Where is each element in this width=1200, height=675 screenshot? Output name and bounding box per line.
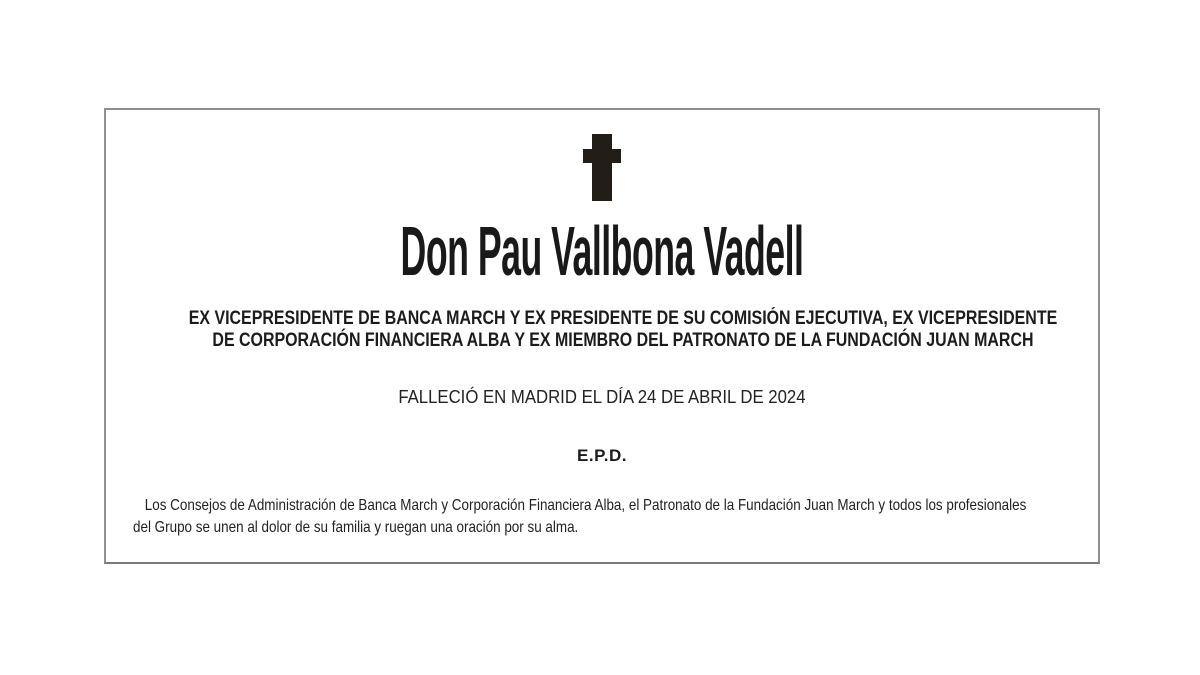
titles-block <box>189 308 1058 352</box>
death-notice-section <box>106 387 1098 408</box>
condolence-line-1: Los Consejos de Administración de Banca March y Corporación Financiera Alba, el Patronato de la Fundación Juan March y todos los profesionales <box>144 497 1027 514</box>
titles-section <box>106 308 1098 352</box>
latin-cross-icon <box>583 134 621 201</box>
condolence-line-2: del Grupo se unen al dolor de su familia y ruegan una oración por su alma. <box>133 518 579 536</box>
titles-line-2: DE CORPORACIÓN FINANCIERA ALBA Y EX MIEMBRO DEL PATRONATO DE LA FUNDACIÓN JUAN MARCH <box>212 330 1034 351</box>
deceased-name-heading <box>106 214 1098 288</box>
deceased-name: Don Pau Vallbona Vadell <box>400 212 804 290</box>
condolence-paragraph <box>133 495 1027 538</box>
obituary-card <box>104 108 1100 564</box>
titles-line-1: EX VICEPRESIDENTE DE BANCA MARCH Y EX PRESIDENTE DE SU COMISIÓN EJECUTIVA, EX VICEPRESIDENTE <box>188 308 1058 329</box>
epd-abbreviation: E.P.D. <box>577 446 627 465</box>
death-notice: FALLECIÓ EN MADRID EL DÍA 24 DE ABRIL DE 2024 <box>398 387 806 407</box>
